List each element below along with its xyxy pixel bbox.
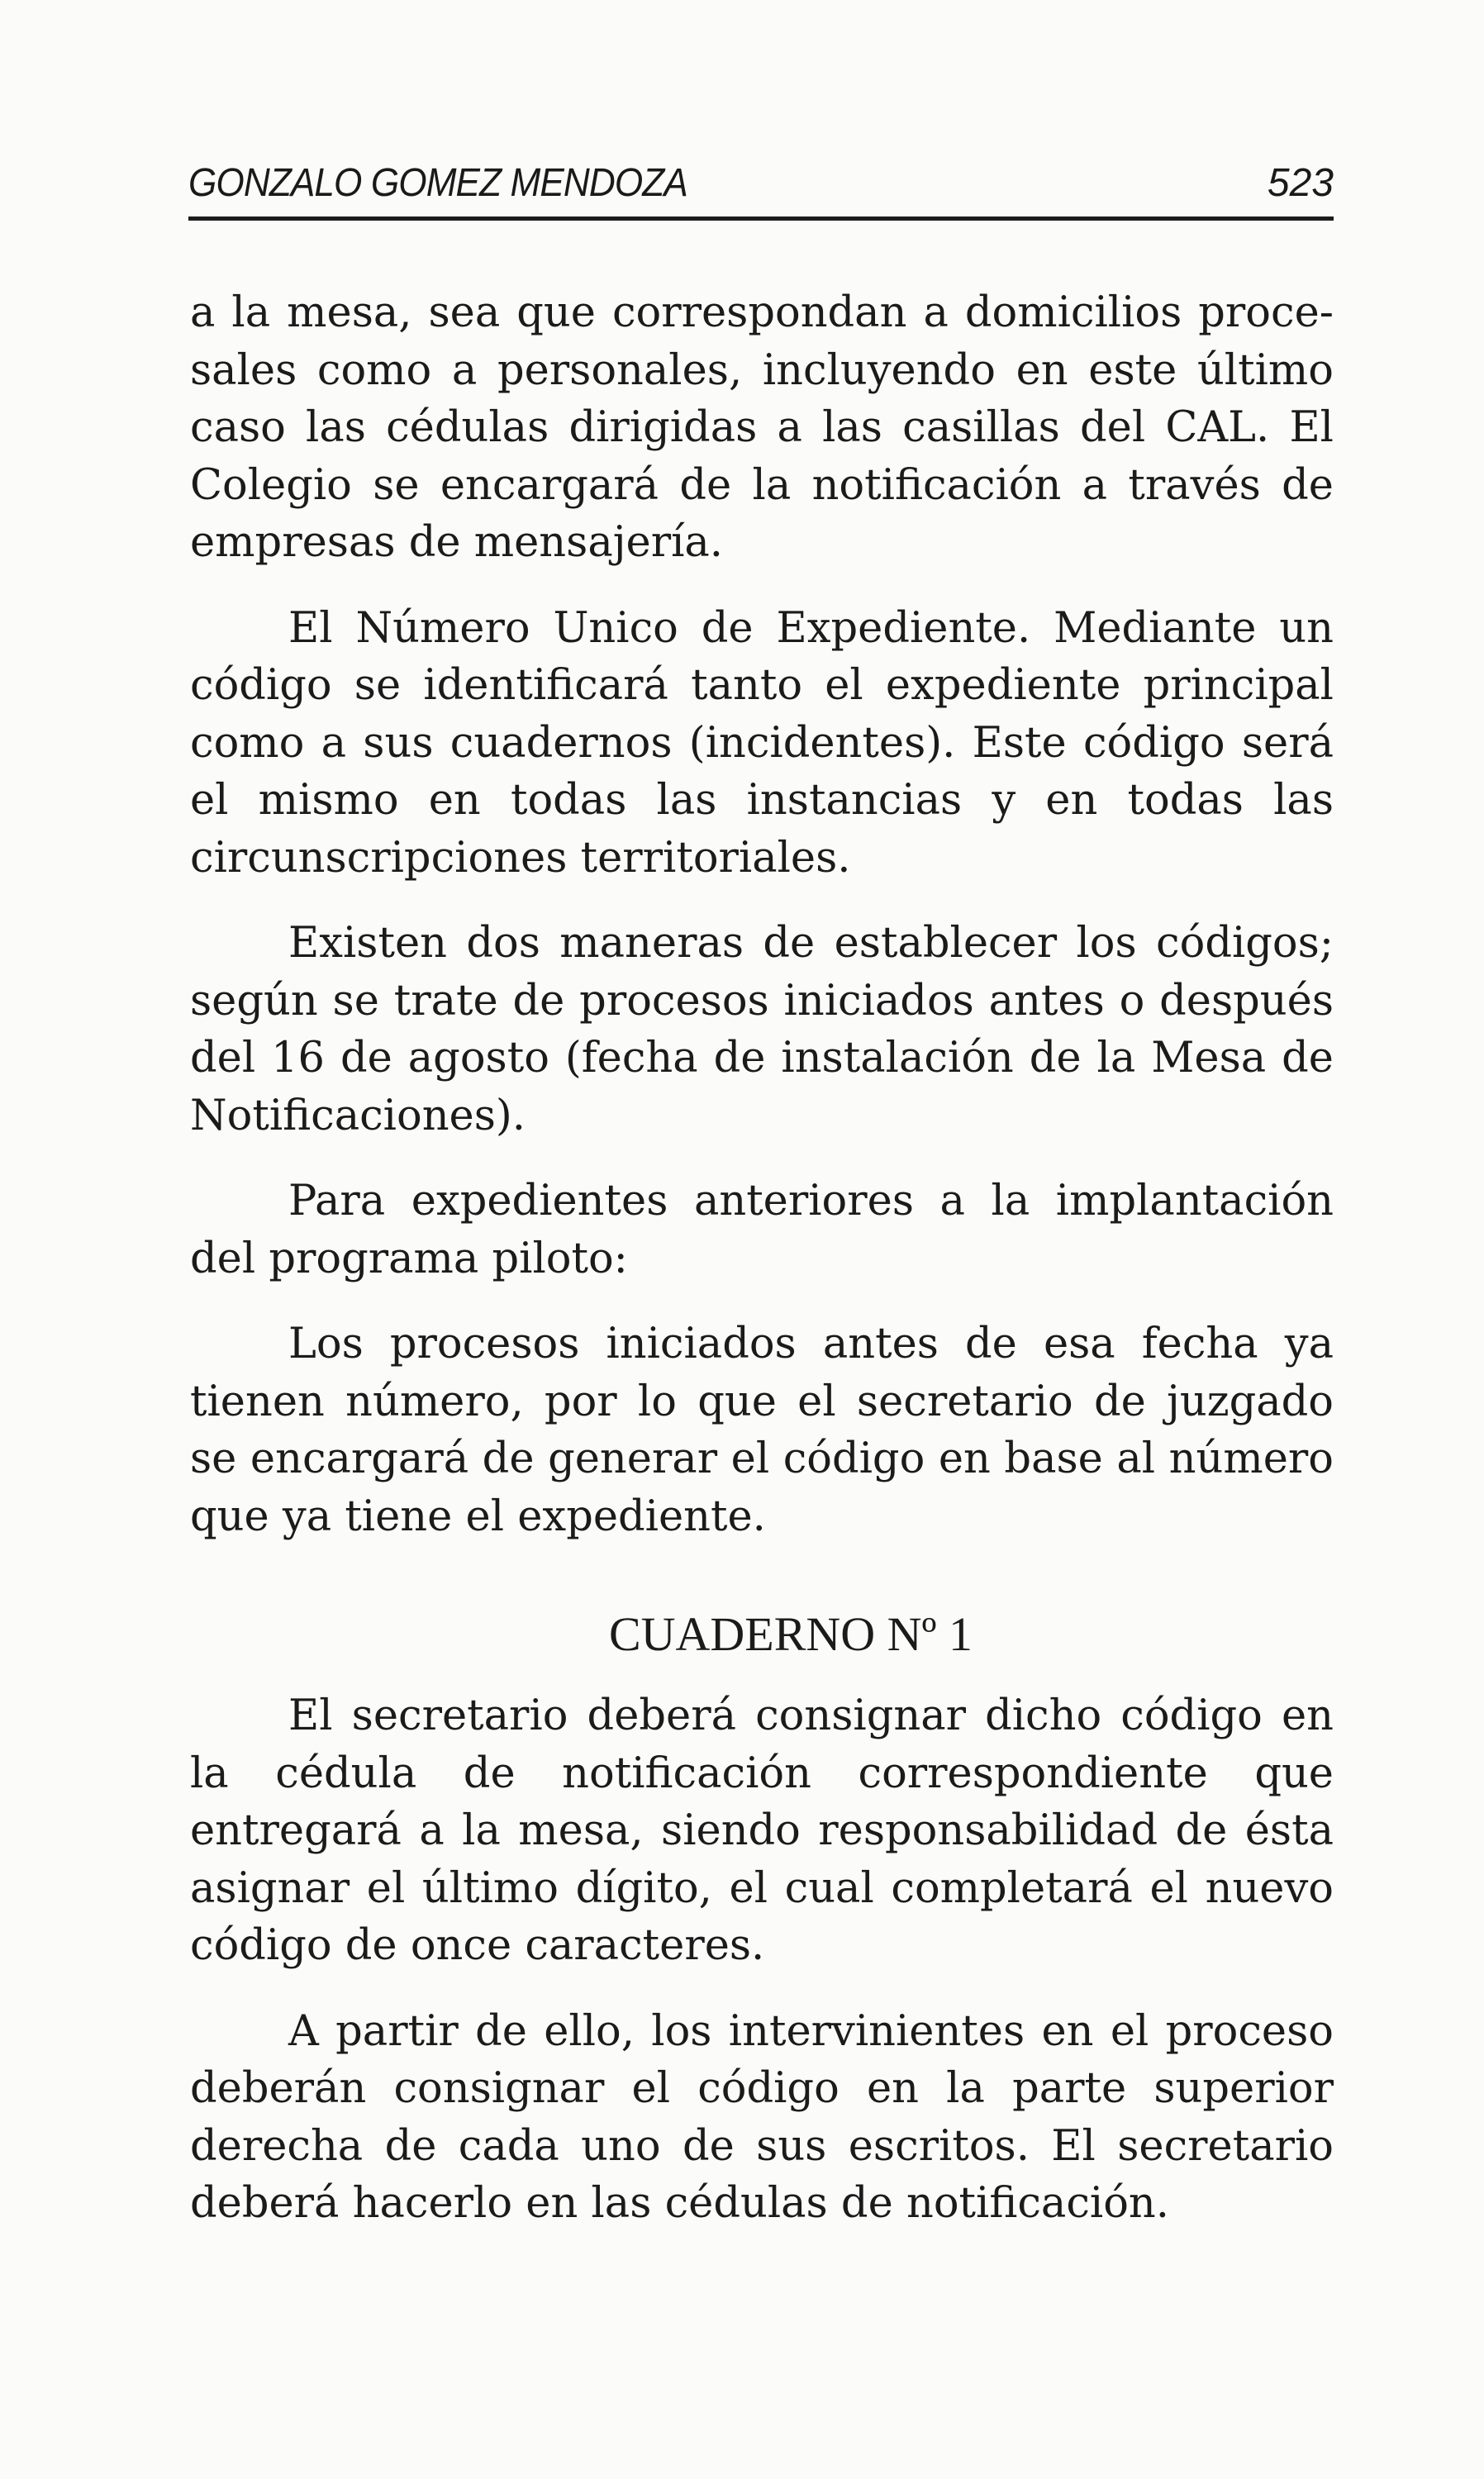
paragraph-5: Los procesos iniciados antes de esa fecha ya tienen número, por lo que el secretario de juzgado se encargará de generar el código en base al número que ya tiene el expediente.: [190, 1320, 1334, 1541]
paragraph-3: Existen dos maneras de establecer los códigos; según se trate de procesos iniciados antes o después del 16 de agosto (fecha de instalación de la Mesa de Notificaciones).: [190, 919, 1334, 1140]
paragraph-1: a la mesa, sea que correspondan a domicilios proce-sales como a personales, incluyendo en este último caso las cédulas dirigidas a las casillas del CAL. El Colegio se encargará de la notificación a través de empresas de mensajería.: [190, 288, 1334, 567]
page-number: 523: [1267, 161, 1334, 205]
paragraph-4: Para expedientes anteriores a la implantación del programa piloto:: [190, 1177, 1334, 1283]
header-rule: [188, 216, 1334, 221]
paragraph-2: El Número Unico de Expediente. Mediante un código se identificará tanto el expediente principal como a sus cuadernos (incidentes). Este código será el mismo en todas las instancias y en todas las circunscripciones territoriales.: [190, 603, 1334, 883]
paragraph-6: El secretario deberá consignar dicho código en la cédula de notificación correspondiente que entregará a la mesa, siendo responsabilidad de ésta asignar el último dígito, el cual completará el nuevo código de once caracteres.: [190, 1692, 1334, 1970]
section-heading: CUADERNO Nº 1: [608, 1607, 973, 1661]
page-body: [190, 284, 1334, 2261]
header-author: GONZALO GOMEZ MENDOZA: [188, 161, 687, 205]
paragraph-7: A partir de ello, los intervinientes en el proceso deberán consignar el código en la parte superior derecha de cada uno de sus escritos. El secretario deberá hacerlo en las cédulas de notificación.: [190, 2006, 1334, 2228]
running-header: [188, 159, 1334, 216]
